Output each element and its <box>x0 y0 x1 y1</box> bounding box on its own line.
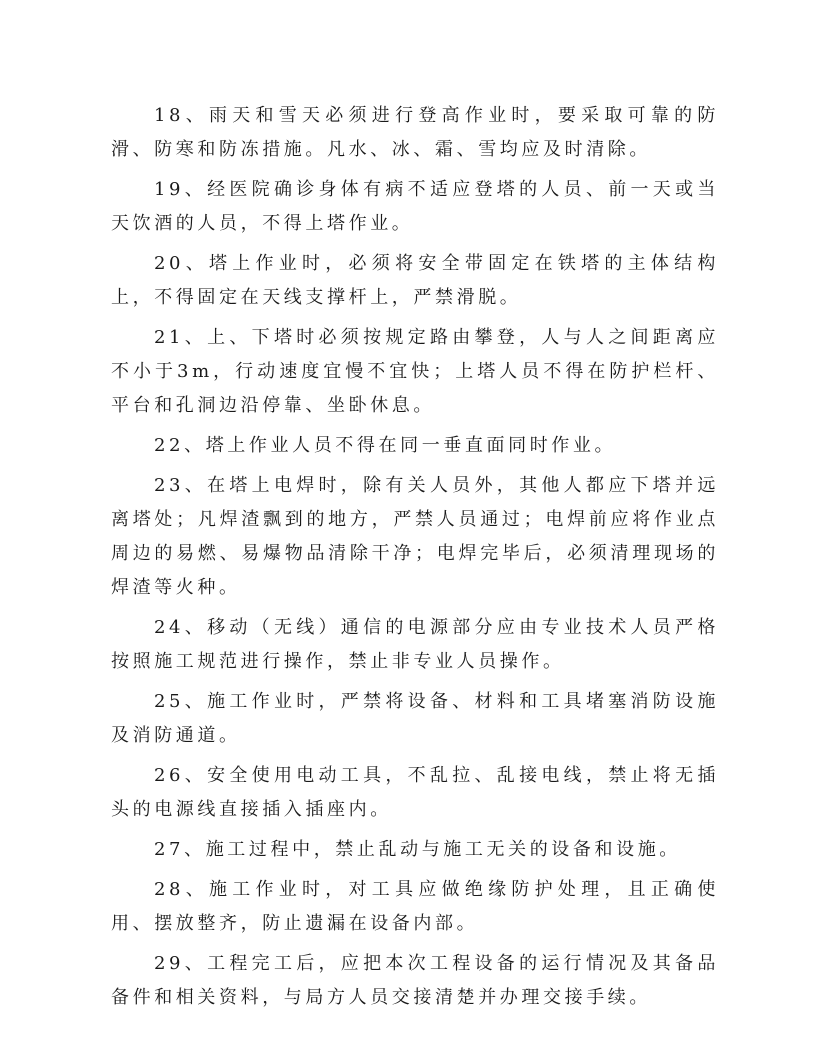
document-page <box>111 99 719 1021</box>
rule-paragraph-19: 19、经医院确诊身体有病不适应登塔的人员、前一天或当天饮酒的人员，不得上塔作业。 <box>111 179 719 234</box>
rule-paragraph-21: 21、上、下塔时必须按规定路由攀登，人与人之间距离应不小于3m，行动速度宜慢不宜快；上塔人员不得在防护栏杆、平台和孔洞边沿停靠、坐卧休息。 <box>111 327 719 416</box>
rule-paragraph-24: 24、移动（无线）通信的电源部分应由专业技术人员严格按照施工规范进行操作，禁止非专业人员操作。 <box>111 617 719 672</box>
rule-paragraph-22: 22、塔上作业人员不得在同一垂直面同时作业。 <box>154 435 617 456</box>
rule-paragraph-29: 29、工程完工后，应把本次工程设备的运行情况及其备品备件和相关资料，与局方人员交接清楚并办理交接手续。 <box>111 953 719 1008</box>
rule-paragraph-27: 27、施工过程中，禁止乱动与施工无关的设备和设施。 <box>154 839 681 860</box>
rule-paragraph-20: 20、塔上作业时，必须将安全带固定在铁塔的主体结构上，不得固定在天线支撑杆上，严禁滑脱。 <box>111 253 719 308</box>
rule-paragraph-26: 26、安全使用电动工具，不乱拉、乱接电线，禁止将无插头的电源线直接插入插座内。 <box>111 765 719 820</box>
rule-paragraph-18: 18、雨天和雪天必须进行登高作业时，要采取可靠的防滑、防寒和防冻措施。凡水、冰、霜、雪均应及时清除。 <box>111 105 719 160</box>
rule-paragraph-23: 23、在塔上电焊时，除有关人员外，其他人都应下塔并远离塔处；凡焊渣飘到的地方，严禁人员通过；电焊前应将作业点周边的易燃、易爆物品清除干净；电焊完毕后，必须清理现场的焊渣等火种。 <box>111 475 719 598</box>
rule-paragraph-28: 28、施工作业时，对工具应做绝缘防护处理，且正确使用、摆放整齐，防止遗漏在设备内部。 <box>111 879 719 934</box>
rule-paragraph-25: 25、施工作业时，严禁将设备、材料和工具堵塞消防设施及消防通道。 <box>111 691 719 746</box>
